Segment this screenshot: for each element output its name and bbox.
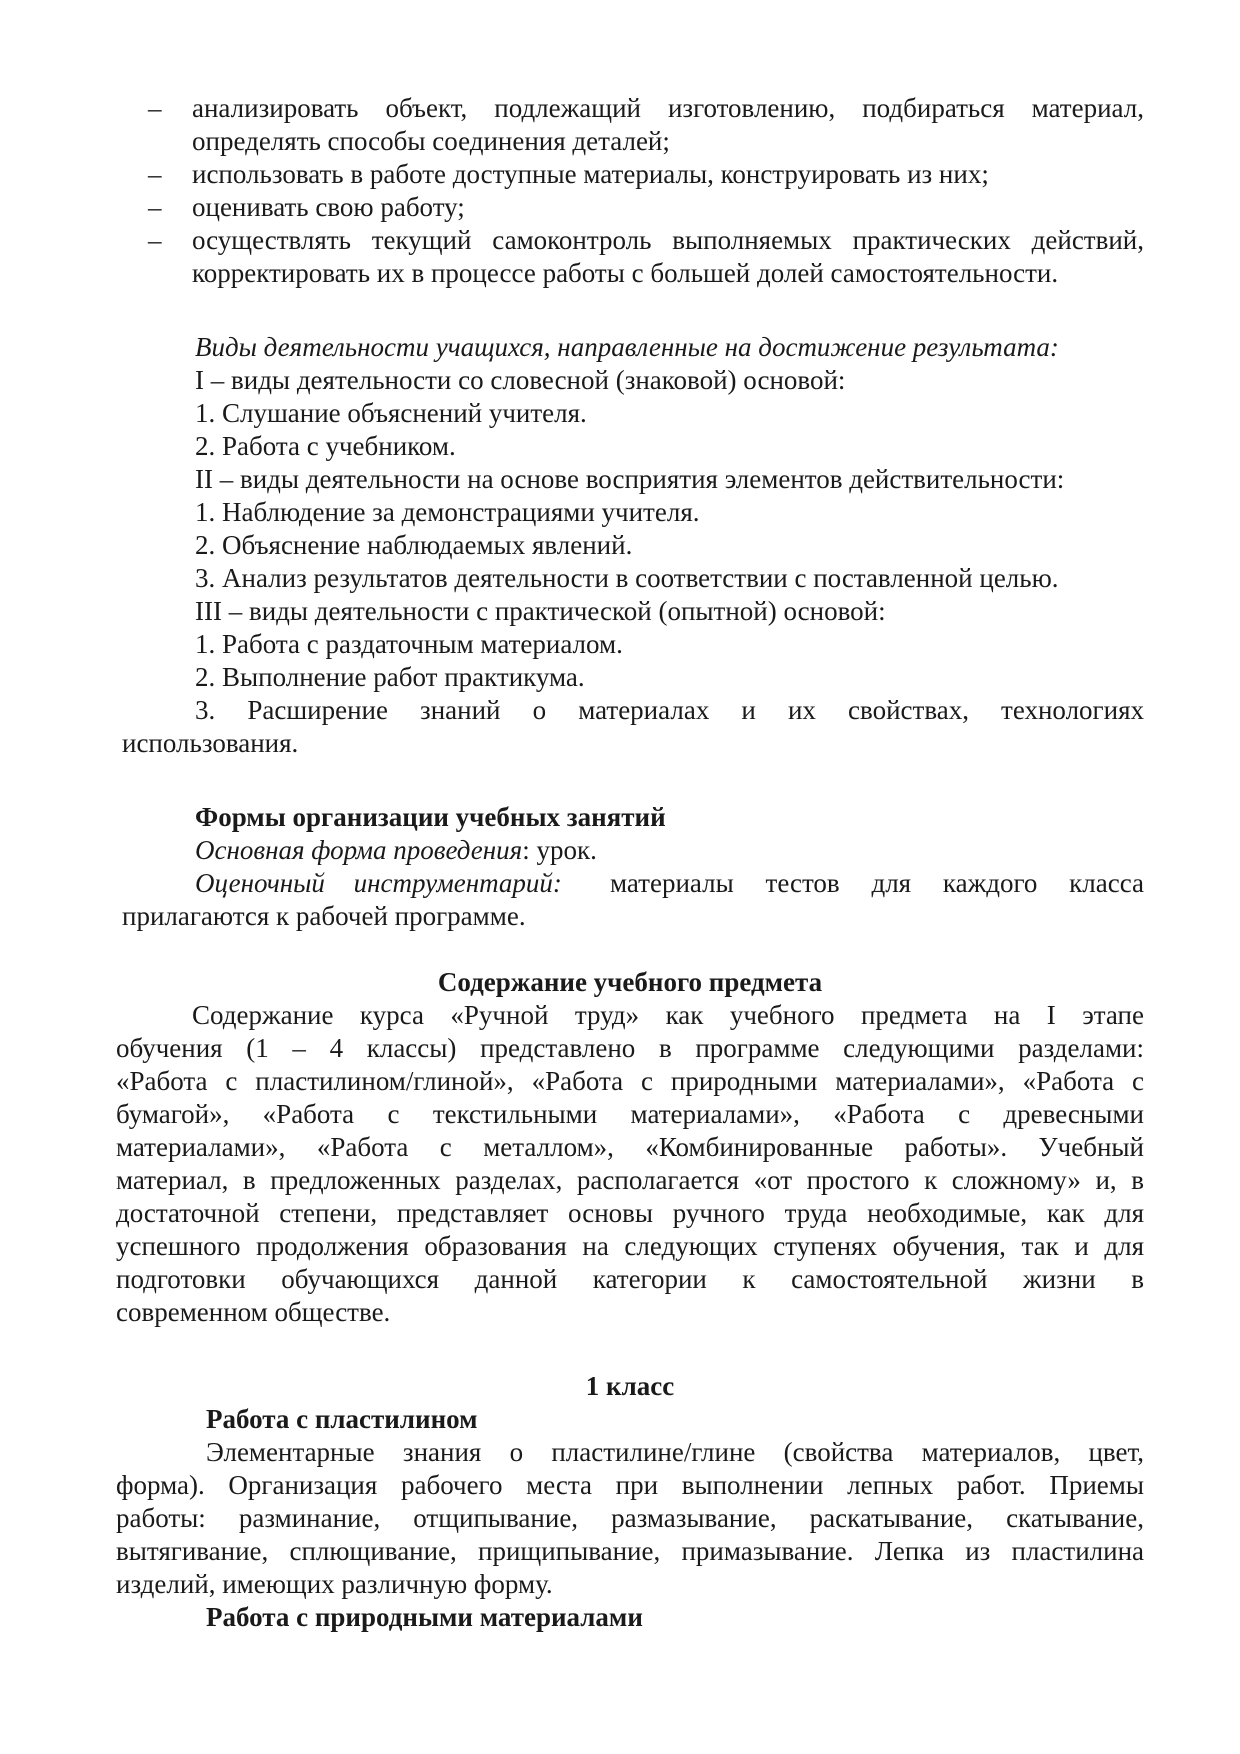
activities-g3-item-3-line-2: использования. [122, 728, 299, 758]
natural-materials-heading: Работа с природными материалами [206, 1602, 643, 1632]
bullet-1-line-2: определять способы соединения деталей; [192, 126, 670, 156]
activities-group-3: III – виды деятельности с практической (опытной) основой: [195, 596, 886, 626]
activities-g3-item-2: 2. Выполнение работ практикума. [195, 662, 585, 692]
grade-1-heading: 1 класс [585, 1371, 675, 1401]
content-line-9: подготовки обучающихся данной категории к самостоятельной жизни в [116, 1264, 1144, 1294]
plasticine-line-1: Элементарные знания о пластилине/глине (свойства материалов, цвет, [206, 1437, 1144, 1467]
activities-heading: Виды деятельности учащихся, направленные на достижение результата: [195, 332, 1059, 362]
plasticine-line-3: работы: разминание, отщипывание, размазывание, раскатывание, скатывание, [116, 1503, 1144, 1533]
activities-g2-item-2: 2. Объяснение наблюдаемых явлений. [195, 530, 633, 560]
content-heading: Содержание учебного предмета [437, 967, 823, 997]
plasticine-line-2: форма). Организация рабочего места при выполнении лепных работ. Приемы [116, 1470, 1144, 1500]
bullet-3-line-1: оценивать свою работу; [192, 192, 465, 222]
bullet-2-line-1: использовать в работе доступные материалы, конструировать из них; [192, 159, 989, 189]
bullet-4-line-1: осуществлять текущий самоконтроль выполняемых практических действий, [192, 225, 1144, 255]
forms-heading: Формы организации учебных занятий [195, 802, 666, 832]
content-line-6: материал, в предложенных разделах, располагается «от простого к сложному» и, в [116, 1165, 1144, 1195]
bullet-dash: – [148, 93, 162, 123]
forms-main-form-value: : урок. [522, 835, 597, 865]
plasticine-line-4: вытягивание, сплющивание, прищипывание, примазывание. Лепка из пластилина [116, 1536, 1144, 1566]
forms-assessment-value: материалы тестов для каждого класса [610, 868, 1144, 898]
bullet-dash: – [148, 159, 162, 189]
plasticine-heading: Работа с пластилином [206, 1404, 478, 1434]
activities-g3-item-1: 1. Работа с раздаточным материалом. [195, 629, 623, 659]
activities-g3-item-3-line-1: 3. Расширение знаний о материалах и их свойствах, технологиях [195, 695, 1144, 725]
content-line-10: современном обществе. [116, 1297, 391, 1327]
content-line-7: достаточной степени, представляет основы ручного труда необходимые, как для [116, 1198, 1144, 1228]
plasticine-line-5: изделий, имеющих различную форму. [116, 1569, 553, 1599]
forms-assessment-line-2: прилагаются к рабочей программе. [122, 901, 526, 931]
activities-g2-item-1: 1. Наблюдение за демонстрациями учителя. [195, 497, 700, 527]
forms-assessment-label-text: Оценочный инструментарий: [195, 868, 562, 898]
content-line-5: материалами», «Работа с металлом», «Комбинированные работы». Учебный [116, 1132, 1144, 1162]
activities-group-2: II – виды деятельности на основе восприятия элементов действительности: [195, 464, 1065, 494]
activities-g2-item-3: 3. Анализ результатов деятельности в соответствии с поставленной целью. [195, 563, 1059, 593]
content-line-8: успешного продолжения образования на следующих ступенях обучения, так и для [116, 1231, 1144, 1261]
content-line-2: обучения (1 – 4 классы) представлено в программе следующими разделами: [116, 1033, 1144, 1063]
activities-g1-item-2: 2. Работа с учебником. [195, 431, 456, 461]
bullet-dash: – [148, 225, 162, 255]
forms-assessment-label [195, 867, 610, 900]
content-line-4: бумагой», «Работа с текстильными материалами», «Работа с древесными [116, 1099, 1144, 1129]
bullet-1-line-1: анализировать объект, подлежащий изготовлению, подбираться материал, [192, 93, 1144, 123]
content-line-1: Содержание курса «Ручной труд» как учебного предмета на I этапе [192, 1000, 1144, 1030]
activities-g1-item-1: 1. Слушание объяснений учителя. [195, 398, 587, 428]
activities-group-1: I – виды деятельности со словесной (знаковой) основой: [195, 365, 846, 395]
forms-assessment [195, 867, 1144, 900]
forms-main-form [195, 834, 597, 867]
forms-main-form-label: Основная форма проведения [195, 835, 523, 865]
content-line-3: «Работа с пластилином/глиной», «Работа с природными материалами», «Работа с [116, 1066, 1144, 1096]
bullet-dash: – [148, 192, 162, 222]
bullet-4-line-2: корректировать их в процессе работы с большей долей самостоятельности. [192, 258, 1059, 288]
